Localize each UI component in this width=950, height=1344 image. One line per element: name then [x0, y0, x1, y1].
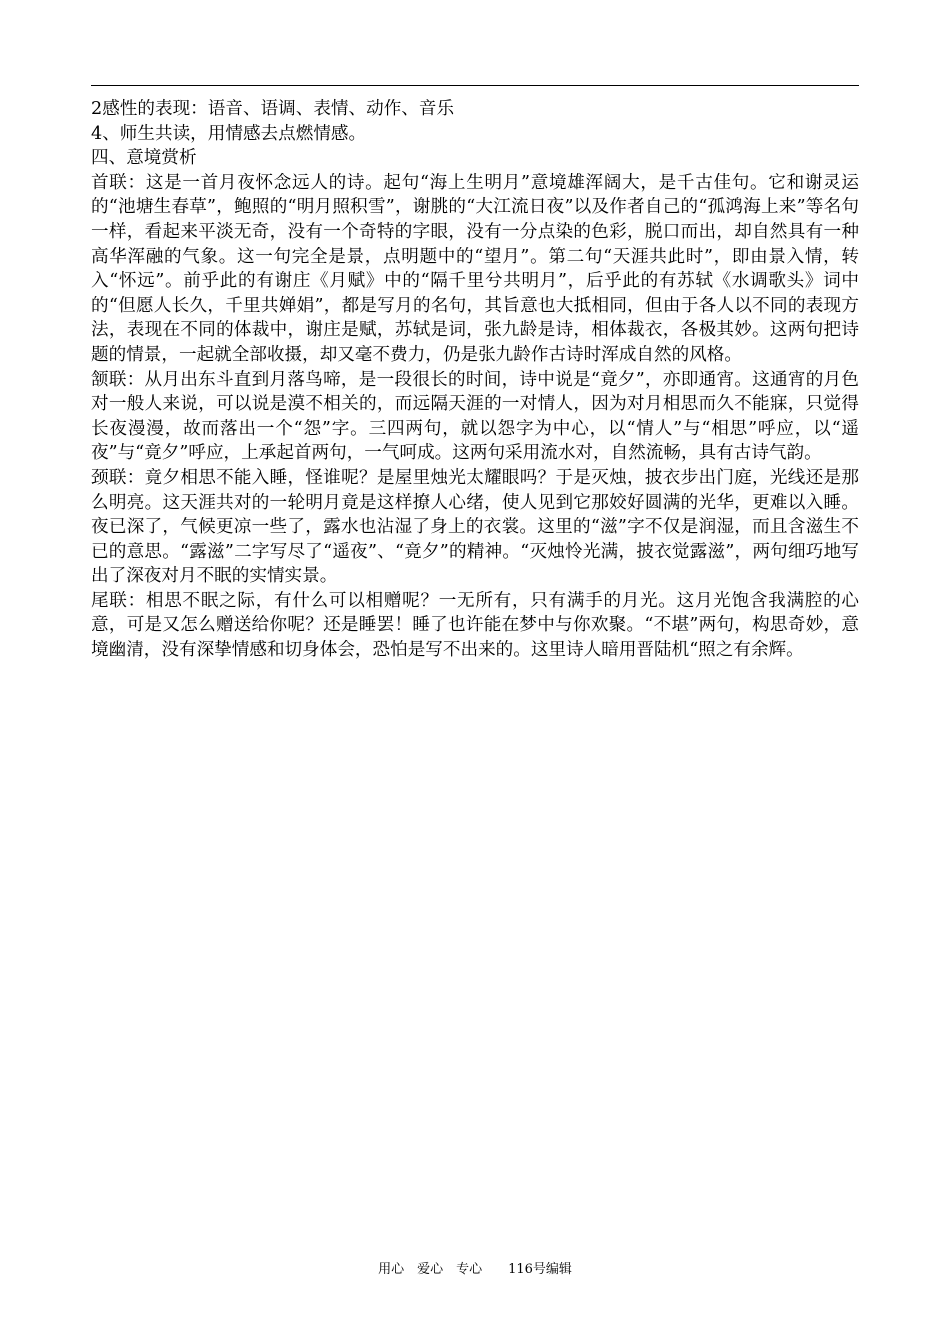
paragraph-first-couplet: 首联：这是一首月夜怀念远人的诗。起句“海上生明月”意境雄浑阔大，是千古佳句。它和谢灵运的“池塘生春草”，鲍照的“明月照积雪”，谢朓的“大江流日夜”以及作者自己的“孤鸿海上来”等名句一样，看起来平淡无奇，没有一个奇特的字眼，没有一分点染的色彩，脱口而出，却自然具有一种高华浑融的气象。这一句完全是景，点明题中的“望月”。第二句“天涯共此时”，即由景入情，转入“怀远”。前乎此的有谢庄《月赋》中的“隔千里兮共明月”，后乎此的有苏轼《水调歌头》词中的“但愿人长久，千里共婵娟”，都是写月的名句，其旨意也大抵相同，但由于各人以不同的表现方法，表现在不同的体裁中，谢庄是赋，苏轼是词，张九龄是诗，相体裁衣，各极其妙。这两句把诗题的情景，一起就全部收摄，却又毫不费力，仍是张九龄作古诗时浑成自然的风格。: [91, 172, 859, 365]
line-perceptual-expression: 2感性的表现：语音、语调、表情、动作、音乐: [91, 99, 455, 119]
line-shared-reading: 4、师生共读，用情感去点燃情感。: [91, 123, 367, 144]
paragraph-second-couplet: 颔联：从月出东斗直到月落鸟啼，是一段很长的时间，诗中说是“竟夕”，亦即通宵。这通宵的月色对一般人来说，可以说是漠不相关的，而远隔天涯的一对情人，因为对月相思而久不能寐，只觉得长夜漫漫，故而落出一个“怨”字。三四两句，就以怨字为中心，以“情人”与“相思”呼应，以“遥夜”与“竟夕”呼应，上承起首两句，一气呵成。这两句采用流水对，自然流畅，具有古诗气韵。: [91, 369, 859, 464]
section-heading-artistic-conception: 四、意境赏析: [91, 148, 197, 169]
paragraph-third-couplet: 颈联：竟夕相思不能入睡，怪谁呢？是屋里烛光太耀眼吗？于是灭烛，披衣步出门庭，光线还是那么明亮。这天涯共对的一轮明月竟是这样撩人心绪，使人见到它那姣好圆满的光华，更难以入睡。夜已深了，气候更凉一些了，露水也沾湿了身上的衣裳。这里的“滋”字不仅是润湿，而且含滋生不已的意思。“露滋”二字写尽了“遥夜”、“竟夕”的精神。“灭烛怜光满，披衣觉露滋”，两句细巧地写出了深夜对月不眠的实情实景。: [91, 467, 859, 587]
page-footer: 用心 爱心 专心 116号编辑: [378, 1262, 572, 1277]
document-body: [91, 97, 859, 663]
header-rule: [91, 85, 859, 86]
paragraph-final-couplet: 尾联：相思不眠之际，有什么可以相赠呢？一无所有，只有满手的月光。这月光饱含我满腔的心意，可是又怎么赠送给你呢？还是睡罢！睡了也许能在梦中与你欢聚。“不堪”两句，构思奇妙，意境幽清，没有深挚情感和切身体会，恐怕是写不出来的。这里诗人暗用晋陆机“照之有余辉。: [91, 590, 859, 661]
